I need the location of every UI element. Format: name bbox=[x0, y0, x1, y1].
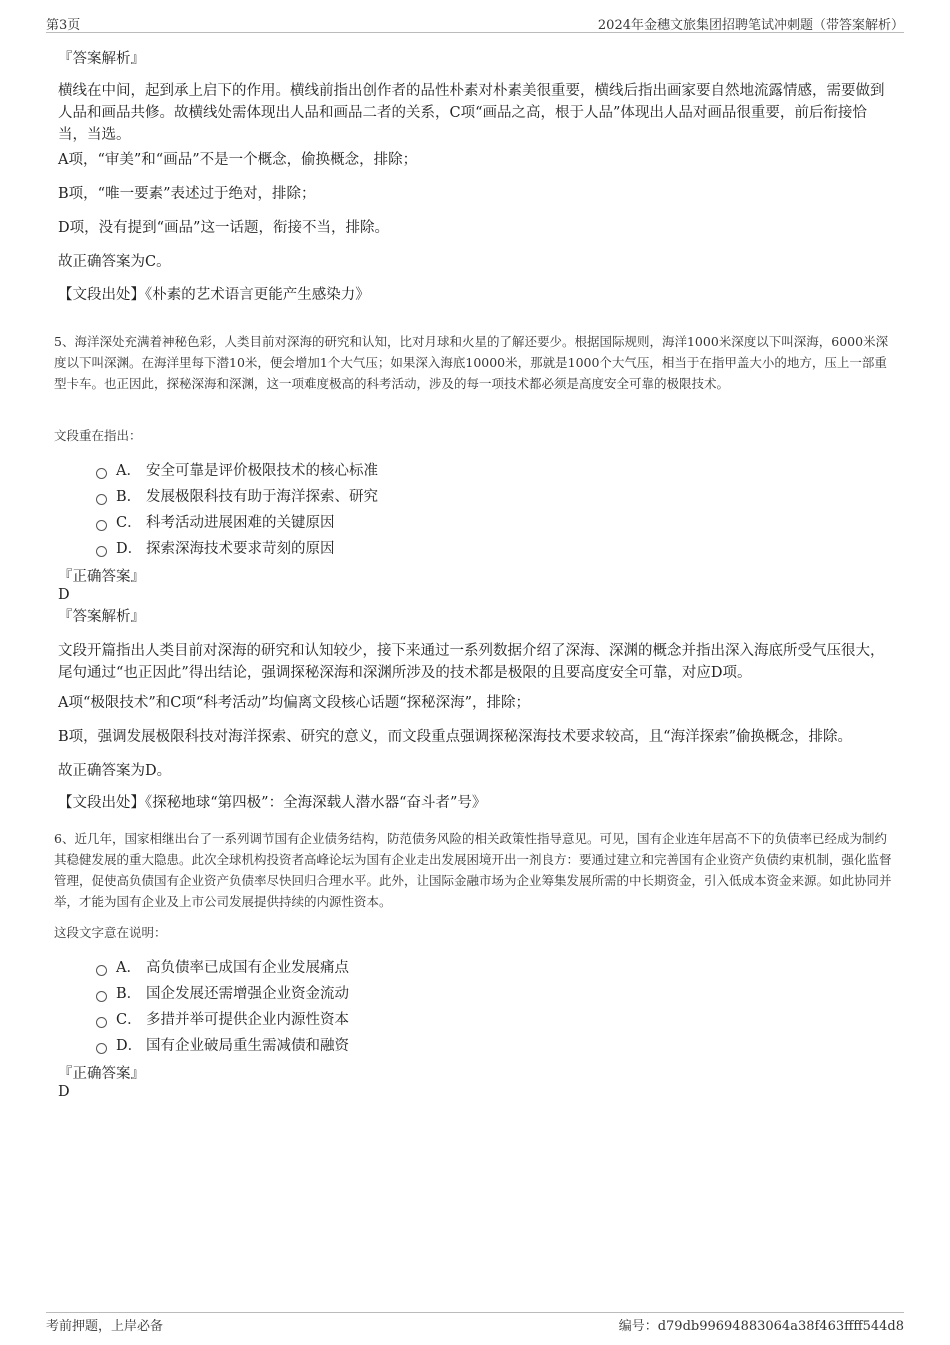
q4-analysis-conclusion: 故正确答案为C。 bbox=[58, 254, 171, 270]
radio-icon[interactable] bbox=[96, 468, 107, 479]
q5-option-c[interactable]: C． 科考活动进展困难的关键原因 bbox=[96, 513, 335, 533]
q6-prompt: 这段文字意在说明： bbox=[54, 925, 167, 940]
q4-analysis-p3: B项，“唯一要素”表述过于绝对，排除； bbox=[58, 186, 316, 202]
q5-prompt: 文段重在指出： bbox=[54, 428, 142, 443]
q6-stem: 6、近几年，国家相继出台了一系列调节国有企业债务结构，防范债务风险的相关政策性指导意见。可见，国有企业连年居高不下的负债率已经成为制约其稳健发展的重大隐患。此次全球机构投资者高峰论坛为国有企业走出发展困境开出一剂良方：要通过建立和完善国有企业资产负债约束机制，强化监督管理，促使高负债国有企业资产负债率尽快回归合理水平。此外，让国际金融市场为企业筹集发展所需的中长期资金，引入低成本资金来源。如此协同并举，才能为国有企业及上市公司发展提供持续的内源性资本。 bbox=[54, 831, 892, 909]
q4-analysis-label: 『答案解析』 bbox=[58, 51, 145, 67]
q5-analysis-label: 『答案解析』 bbox=[58, 609, 145, 625]
q5-source: 【文段出处】《探秘地球“第四极”：全海深载人潜水器“奋斗者”号》 bbox=[58, 795, 487, 811]
q5-analysis-p3: B项，强调发展极限科技对海洋探索、研究的意义，而文段重点强调探秘深海技术要求较高，且“海洋探索”偷换概念，排除。 bbox=[58, 729, 852, 745]
radio-icon[interactable] bbox=[96, 991, 107, 1002]
page-number: 第3页 bbox=[46, 18, 81, 33]
q5-stem: 5、海洋深处充满着神秘色彩，人类目前对深海的研究和认知，比对月球和火星的了解还要少。根据国际规则，海洋1000米深度以下叫深海，6000米深度以下叫深渊。在海洋里每下潜10米，便会增加1个大气压；如果深入海底10000米，那就是1000个大气压，相当于在指甲盖大小的地方，压上一部重型卡车。也正因此，探秘深海和深渊，这一项难度极高的科考活动，涉及的每一项技术都必须是高度安全可靠的极限技术。 bbox=[54, 334, 889, 391]
q5-analysis-p1: 文段开篇指出人类目前对深海的研究和认知较少，接下来通过一系列数据介绍了深海、深渊的概念并指出深入海底所受气压很大，尾句通过“也正因此”得出结论，强调探秘深海和深渊所涉及的技术都是极限的且要高度安全可靠，对应D项。 bbox=[58, 643, 885, 681]
q5-analysis-conclusion: 故正确答案为D。 bbox=[58, 763, 172, 779]
q6-answer-label: 『正确答案』 bbox=[58, 1066, 145, 1082]
q6-option-b[interactable]: B． 国企发展还需增强企业资金流动 bbox=[96, 984, 349, 1004]
radio-icon[interactable] bbox=[96, 520, 107, 531]
q5-answer: D bbox=[58, 587, 70, 603]
radio-icon[interactable] bbox=[96, 965, 107, 976]
q6-option-a[interactable]: A． 高负债率已成国有企业发展痛点 bbox=[96, 958, 349, 978]
q6-option-c[interactable]: C． 多措并举可提供企业内源性资本 bbox=[96, 1010, 349, 1030]
q4-analysis-p4: D项，没有提到“画品”这一话题，衔接不当，排除。 bbox=[58, 220, 389, 236]
q5-option-b[interactable]: B． 发展极限科技有助于海洋探索、研究 bbox=[96, 487, 378, 507]
page-header bbox=[46, 14, 904, 33]
radio-icon[interactable] bbox=[96, 1017, 107, 1028]
q4-analysis-p2: A项，“审美”和“画品”不是一个概念，偷换概念，排除； bbox=[58, 152, 418, 168]
q5-analysis-p2: A项“极限技术”和C项“科考活动”均偏离文段核心话题“探秘深海”，排除； bbox=[58, 695, 531, 711]
radio-icon[interactable] bbox=[96, 494, 107, 505]
q5-option-d[interactable]: D． 探索深海技术要求苛刻的原因 bbox=[96, 539, 335, 559]
q4-source: 【文段出处】《朴素的艺术语言更能产生感染力》 bbox=[58, 287, 370, 303]
document-code: 编号：d79db99694883064a38f463ffff544d8 bbox=[618, 1319, 904, 1334]
radio-icon[interactable] bbox=[96, 546, 107, 557]
q6-answer: D bbox=[58, 1084, 70, 1100]
footer-slogan: 考前押题，上岸必备 bbox=[46, 1319, 164, 1334]
document-title: 2024年金穗文旅集团招聘笔试冲刺题（带答案解析） bbox=[597, 18, 904, 33]
q4-analysis-p1: 横线在中间，起到承上启下的作用。横线前指出创作者的品性朴素对朴素美很重要，横线后指出画家要自然地流露情感，需要做到人品和画品共修。故横线处需体现出人品和画品二者的关系，C项“画品之高，根于人品”体现出人品对画品很重要，前后衔接恰当，当选。 bbox=[58, 83, 885, 143]
page-footer bbox=[46, 1312, 904, 1335]
q5-answer-label: 『正确答案』 bbox=[58, 569, 145, 585]
q6-option-d[interactable]: D． 国有企业破局重生需减债和融资 bbox=[96, 1036, 349, 1056]
radio-icon[interactable] bbox=[96, 1043, 107, 1054]
q5-option-a[interactable]: A． 安全可靠是评价极限技术的核心标准 bbox=[96, 461, 378, 481]
